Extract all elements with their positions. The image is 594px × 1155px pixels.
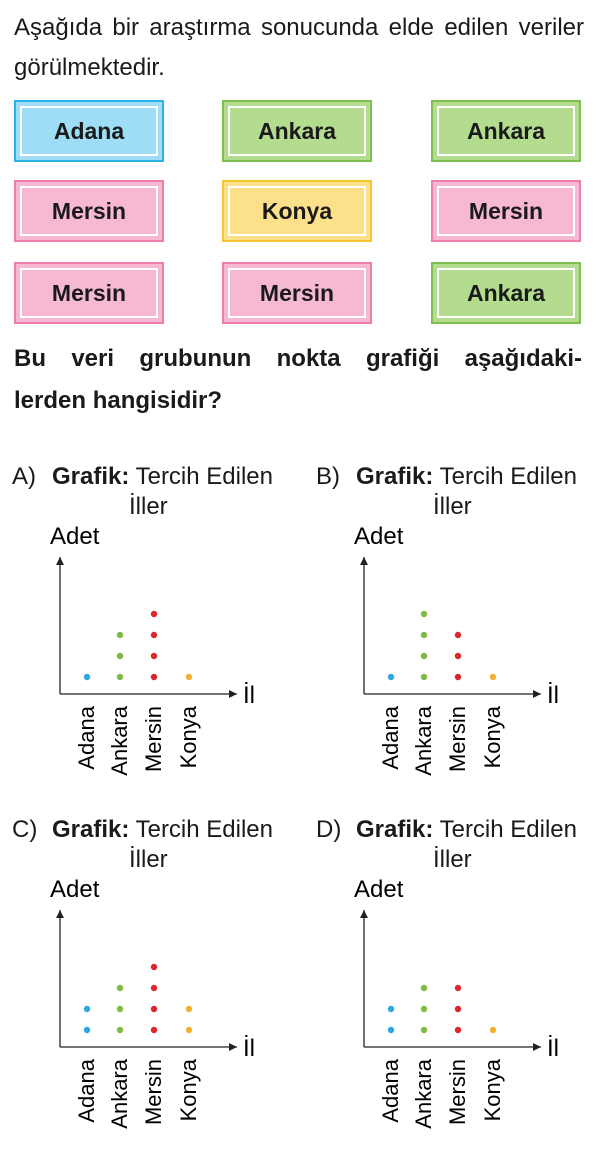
option-letter: D) — [316, 816, 342, 843]
data-dot — [490, 674, 496, 680]
x-axis-arrow — [533, 1043, 541, 1051]
y-axis-arrow — [56, 910, 64, 918]
y-axis-arrow — [360, 557, 368, 565]
data-dot — [151, 964, 157, 970]
data-dot — [455, 1006, 461, 1012]
data-dot — [84, 1006, 90, 1012]
data-dot — [421, 653, 427, 659]
category-label: Konya — [176, 1059, 201, 1122]
category-label: Adana — [378, 706, 403, 770]
data-card — [431, 100, 581, 162]
data-dot — [186, 1006, 192, 1012]
data-dot — [117, 653, 123, 659]
data-dot — [117, 1027, 123, 1033]
chart-title: Tercih Edilen — [135, 816, 273, 843]
x-axis-arrow — [533, 690, 541, 698]
option-letter: C) — [12, 816, 38, 843]
data-dot — [455, 674, 461, 680]
question-line-2: lerden hangisidir? — [14, 387, 223, 414]
chart-title-bold: Grafik: — [356, 463, 434, 490]
data-dot — [117, 1006, 123, 1012]
x-axis-label: İl — [243, 1035, 255, 1062]
option-c[interactable] — [12, 815, 292, 1155]
question-text — [14, 338, 582, 422]
data-card — [222, 180, 372, 242]
x-axis-arrow — [229, 1043, 237, 1051]
data-dot — [455, 1027, 461, 1033]
card-label: Adana — [20, 106, 158, 156]
data-dot — [186, 674, 192, 680]
data-dot — [151, 985, 157, 991]
data-dot — [151, 632, 157, 638]
x-axis-label: İl — [547, 1035, 559, 1062]
category-label: Ankara — [107, 706, 132, 776]
data-card — [14, 262, 164, 324]
data-dot — [388, 674, 394, 680]
y-axis-label: Adet — [354, 876, 404, 903]
data-card — [222, 262, 372, 324]
option-letter: A) — [12, 463, 36, 490]
dot-plot — [12, 462, 292, 802]
option-letter: B) — [316, 463, 340, 490]
data-card — [222, 100, 372, 162]
data-dot — [388, 1006, 394, 1012]
data-dot — [421, 1027, 427, 1033]
card-label: Ankara — [437, 106, 575, 156]
category-label: Ankara — [107, 1059, 132, 1129]
card-label: Mersin — [20, 268, 158, 318]
dot-plot — [316, 462, 594, 802]
question-line-1: Bu veri grubunun nokta grafiği aşağıdaki- — [14, 345, 582, 372]
data-dot — [421, 674, 427, 680]
option-d[interactable] — [316, 815, 594, 1155]
chart-title-bold: Grafik: — [52, 816, 130, 843]
y-axis-label: Adet — [50, 876, 100, 903]
card-label: Ankara — [228, 106, 366, 156]
dot-plot — [316, 815, 594, 1155]
category-label: Mersin — [445, 706, 470, 773]
chart-title-bold: Grafik: — [356, 816, 434, 843]
data-dot — [421, 1006, 427, 1012]
data-card — [431, 180, 581, 242]
data-dot — [421, 611, 427, 617]
data-dot — [84, 674, 90, 680]
category-label: Adana — [74, 1059, 99, 1123]
data-dot — [455, 632, 461, 638]
option-b[interactable] — [316, 462, 594, 802]
data-dot — [117, 985, 123, 991]
data-card — [14, 100, 164, 162]
data-dot — [421, 985, 427, 991]
card-label: Mersin — [228, 268, 366, 318]
category-label: Mersin — [445, 1059, 470, 1126]
chart-subtitle: İller — [433, 493, 472, 520]
x-axis-label: İl — [243, 682, 255, 709]
data-dot — [455, 653, 461, 659]
chart-subtitle: İller — [433, 846, 472, 873]
chart-title: Tercih Edilen — [135, 463, 273, 490]
chart-subtitle: İller — [129, 846, 168, 873]
category-label: Adana — [378, 1059, 403, 1123]
data-dot — [388, 1027, 394, 1033]
y-axis-arrow — [360, 910, 368, 918]
chart-title: Tercih Edilen — [439, 463, 577, 490]
data-dot — [186, 1027, 192, 1033]
data-dot — [151, 1027, 157, 1033]
category-label: Mersin — [141, 1059, 166, 1126]
chart-subtitle: İller — [129, 493, 168, 520]
data-dot — [490, 1027, 496, 1033]
data-dot — [151, 674, 157, 680]
data-dot — [117, 632, 123, 638]
y-axis-label: Adet — [50, 523, 100, 550]
dot-plot — [12, 815, 292, 1155]
data-dot — [151, 1006, 157, 1012]
data-dot — [421, 632, 427, 638]
data-card — [431, 262, 581, 324]
category-label: Ankara — [411, 706, 436, 776]
card-label: Mersin — [20, 186, 158, 236]
data-dot — [151, 611, 157, 617]
card-label: Mersin — [437, 186, 575, 236]
y-axis-label: Adet — [354, 523, 404, 550]
data-dot — [117, 674, 123, 680]
data-dot — [84, 1027, 90, 1033]
data-dot — [151, 653, 157, 659]
category-label: Adana — [74, 706, 99, 770]
option-a[interactable] — [12, 462, 292, 802]
y-axis-arrow — [56, 557, 64, 565]
card-label: Ankara — [437, 268, 575, 318]
category-label: Ankara — [411, 1059, 436, 1129]
chart-title-bold: Grafik: — [52, 463, 130, 490]
category-label: Konya — [480, 706, 505, 769]
x-axis-label: İl — [547, 682, 559, 709]
card-label: Konya — [228, 186, 366, 236]
category-label: Konya — [480, 1059, 505, 1122]
category-label: Mersin — [141, 706, 166, 773]
x-axis-arrow — [229, 690, 237, 698]
data-dot — [455, 985, 461, 991]
category-label: Konya — [176, 706, 201, 769]
data-card — [14, 180, 164, 242]
chart-title: Tercih Edilen — [439, 816, 577, 843]
intro-text: Aşağıda bir araştırma sonucunda elde edilen veriler görülmektedir. — [14, 14, 584, 81]
